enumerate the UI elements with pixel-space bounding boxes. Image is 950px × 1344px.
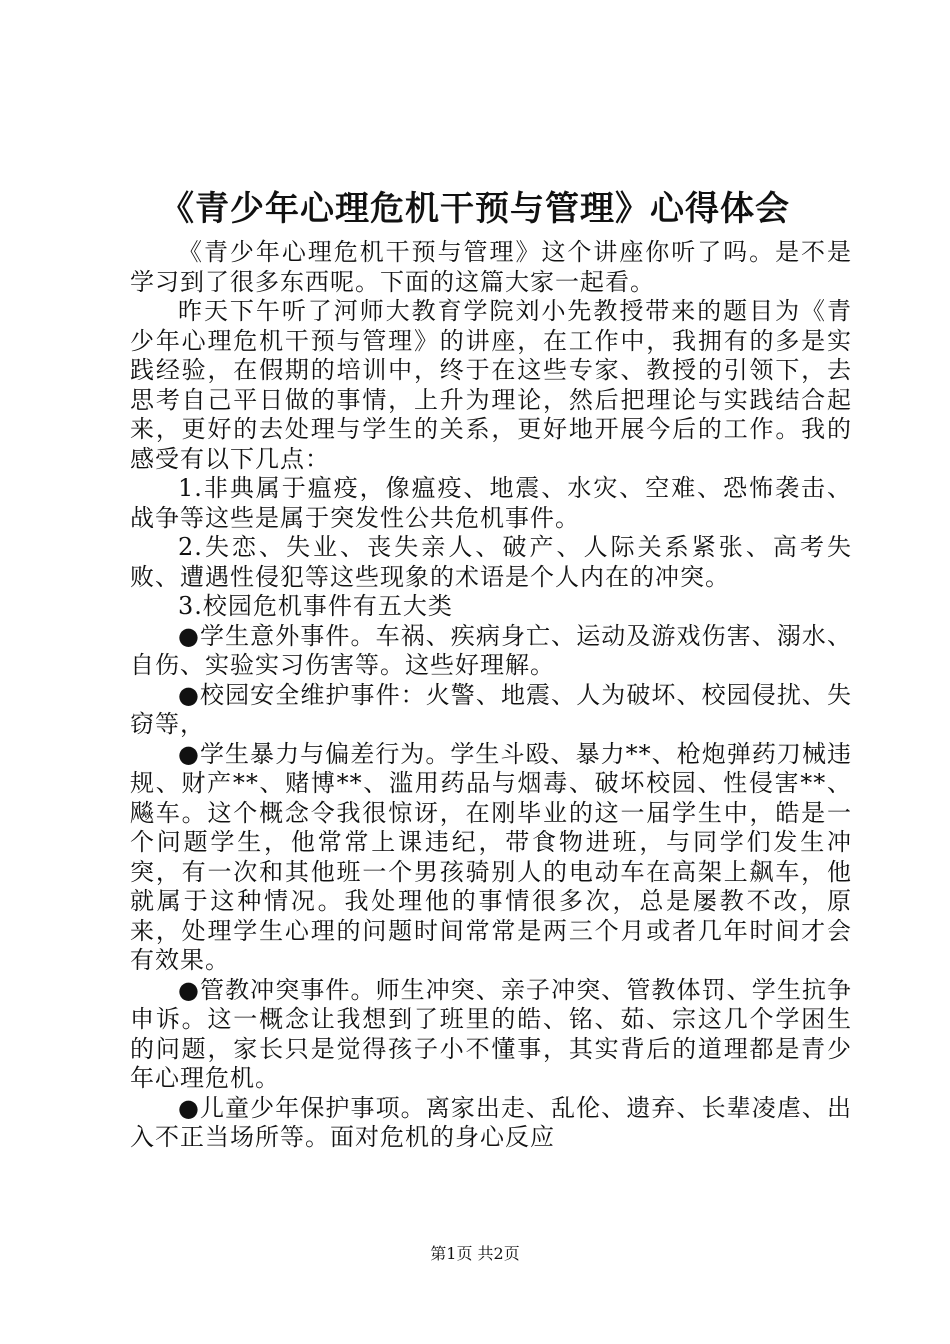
paragraph-point-2: 2.失恋、失业、丧失亲人、破产、人际关系紧张、高考失败、遭遇性侵犯等这些现象的术语是个人内在的冲突。 (130, 533, 852, 591)
paragraph-bullet-safety: ●校园安全维护事件：火警、地震、人为破坏、校园侵扰、失窃等， (130, 680, 852, 738)
paragraph-point-3: 3.校园危机事件有五大类 (178, 592, 453, 620)
document-body (130, 238, 852, 1153)
paragraph-bullet-accidents: ●学生意外事件。车祸、疾病身亡、运动及游戏伤害、溺水、自伤、实验实习伤害等。这些好理解。 (130, 621, 852, 679)
page-footer: 第1页 共2页 (430, 1244, 520, 1263)
paragraph-intro: 《青少年心理危机干预与管理》这个讲座你听了吗。是不是学习到了很多东西呢。下面的这篇大家一起看。 (130, 238, 852, 296)
paragraph-bullet-violence: ●学生暴力与偏差行为。学生斗殴、暴力**、枪炮弹药刀械违规、财产**、赌博**、滥用药品与烟毒、破坏校园、性侵害**、飚车。这个概念令我很惊讶，在刚毕业的这一届学生中，皓是一个问题学生，他常常上课违纪，带食物进班，与同学们发生冲突，有一次和其他班一个男孩骑别人的电动车在高架上飙车，他就属于这种情况。我处理他的事情很多次，总是屡教不改，原来，处理学生心理的问题时间常常是两三个月或者几年时间才会有效果。 (130, 739, 852, 974)
paragraph-lecture: 昨天下午听了河师大教育学院刘小先教授带来的题目为《青少年心理危机干预与管理》的讲座，在工作中，我拥有的多是实践经验，在假期的培训中，终于在这些专家、教授的引领下，去思考自己平日做的事情，上升为理论，然后把理论与实践结合起来，更好的去处理与学生的关系，更好地开展今后的工作。我的感受有以下几点： (130, 297, 852, 473)
paragraph-bullet-protection: ●儿童少年保护事项。离家出走、乱伦、遗弃、长辈凌虐、出入不正当场所等。面对危机的身心反应 (130, 1093, 852, 1151)
paragraph-bullet-conflict: ●管教冲突事件。师生冲突、亲子冲突、管教体罚、学生抗争申诉。这一概念让我想到了班里的皓、铭、茹、宗这几个学困生的问题，家长只是觉得孩子小不懂事，其实背后的道理都是青少年心理危机。 (130, 975, 852, 1092)
document-title: 《青少年心理危机干预与管理》心得体会 (160, 189, 790, 229)
paragraph-point-1: 1.非典属于瘟疫，像瘟疫、地震、水灾、空难、恐怖袭击、战争等这些是属于突发性公共危机事件。 (130, 474, 852, 532)
